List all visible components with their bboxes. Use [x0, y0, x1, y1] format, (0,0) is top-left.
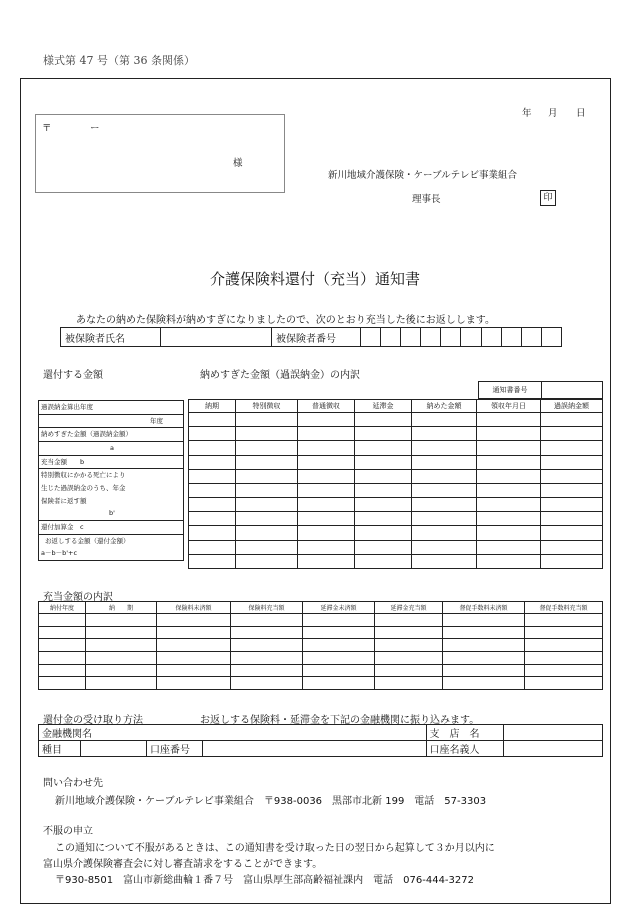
bank-label: 金融機関名: [39, 725, 203, 741]
notice-number-label: 通知書番号: [479, 382, 542, 399]
allocation-header: 延滞金未済額: [303, 602, 375, 614]
refund-section-title: 還付する金額: [43, 370, 103, 381]
account-holder-label: 口座名義人: [426, 741, 503, 757]
table-row: [39, 614, 603, 627]
allocation-section-title: 充当金額の内訳: [43, 592, 113, 603]
table-row: [189, 469, 603, 483]
number-digit[interactable]: [401, 328, 421, 347]
allocation-header: 督促手数料充当額: [525, 602, 603, 614]
refund-row-label: 還付加算金 c: [41, 523, 84, 532]
table-row: [39, 651, 603, 664]
overpay-header: 領収年月日: [477, 400, 541, 413]
table-row: [39, 639, 603, 652]
honorific: 様: [233, 158, 243, 169]
allocation-header: 納付年度: [39, 602, 86, 614]
insured-name-label: 被保険者氏名: [61, 328, 161, 347]
allocation-header: 延滞金充当額: [375, 602, 443, 614]
table-row: [39, 626, 603, 639]
table-row: [189, 483, 603, 497]
table-row: [39, 664, 603, 677]
number-digit[interactable]: [541, 328, 561, 347]
allocation-table: [38, 601, 603, 690]
refund-row-label: 特別徴収にかかる死亡により: [41, 471, 126, 480]
overpay-header: 普通徴収: [298, 400, 355, 413]
refund-row-label: 充当金額 b: [41, 457, 85, 466]
insured-name-field[interactable]: [161, 328, 272, 347]
refund-row-sub: a: [110, 443, 114, 452]
overpay-header: 過誤納金額: [541, 400, 603, 413]
table-row: [189, 427, 603, 441]
number-digit[interactable]: [361, 328, 381, 347]
branch-field[interactable]: [503, 725, 603, 741]
insured-table: [60, 327, 562, 347]
bank-field[interactable]: [203, 725, 427, 741]
overpay-header: 延滞金: [355, 400, 412, 413]
document-title: 介護保険料還付（充当）通知書: [209, 270, 420, 288]
table-row: [189, 526, 603, 540]
table-row: [189, 554, 603, 568]
receipt-note: お返しする保険料・延滞金を下記の金融機関に振り込みます。: [200, 715, 480, 726]
allocation-header: 保険料未済額: [157, 602, 231, 614]
number-digit[interactable]: [421, 328, 441, 347]
overpay-section-title: 納めすぎた金額（過誤納金）の内訳: [200, 370, 360, 381]
intro-text: あなたの納めた保険料が納めすぎになりましたので、次のとおり充当した後にお返しします。: [76, 315, 495, 326]
refund-table: [38, 400, 184, 561]
allocation-header: 納 期: [86, 602, 157, 614]
issuer-org: 新川地域介護保険・ケーブルテレビ事業組合: [328, 170, 517, 181]
objection-line2: 富山県介護保険審査会に対し審査請求をすることができます。: [43, 859, 323, 870]
inquiry-title: 問い合わせ先: [43, 778, 103, 789]
overpay-header: 特別徴収: [236, 400, 298, 413]
refund-row-label: お返しする金額（還付金額）: [45, 536, 130, 545]
notice-number-field[interactable]: [542, 382, 603, 399]
overpay-header: 納めた金額: [412, 400, 477, 413]
insured-number-label: 被保険者番号: [272, 328, 361, 347]
account-number-label: 口座番号: [147, 741, 203, 757]
table-row: [189, 540, 603, 554]
postal-dash: ー: [90, 123, 100, 134]
refund-row-sub: 年度: [150, 416, 163, 425]
branch-label: 支 店 名: [426, 725, 503, 741]
allocation-header: 督促手数料未済額: [443, 602, 525, 614]
refund-row-sub: b': [109, 509, 115, 518]
table-row: [189, 498, 603, 512]
allocation-header: 保険料充当額: [231, 602, 303, 614]
inquiry-text: 新川地域介護保険・ケーブルテレビ事業組合 〒938-0036 黒部市北新 199 電話 57-3303: [55, 796, 487, 807]
date-month: 月: [548, 108, 558, 119]
table-row: [39, 677, 603, 690]
account-holder-field[interactable]: [503, 741, 603, 757]
overpay-table: [188, 399, 603, 569]
refund-row-label: 生じた過誤納金のうち、年金: [41, 483, 126, 492]
date-day: 日: [576, 108, 586, 119]
receipt-title: 還付金の受け取り方法: [43, 715, 143, 726]
table-row: [189, 455, 603, 469]
table-row: [189, 441, 603, 455]
issuer-title: 理事長: [412, 194, 441, 205]
type-field[interactable]: [81, 741, 147, 757]
account-number-field[interactable]: [203, 741, 427, 757]
objection-line1: この通知について不服があるときは、この通知書を受け取った日の翌日から起算して３か月以内に: [55, 843, 495, 854]
table-row: [189, 413, 603, 427]
seal-mark: 印: [540, 190, 556, 206]
notice-number-table: [478, 381, 603, 399]
refund-row-label: 保険者に返す額: [41, 496, 87, 505]
refund-row-label: 過誤納金算出年度: [41, 402, 93, 411]
refund-row-label: a－b－b'+c: [41, 549, 78, 558]
number-digit[interactable]: [441, 328, 461, 347]
table-row: [189, 512, 603, 526]
bank-table: [38, 724, 603, 757]
date-year: 年: [522, 108, 532, 119]
number-digit[interactable]: [521, 328, 541, 347]
address-box: [35, 114, 285, 193]
number-digit[interactable]: [501, 328, 521, 347]
number-digit[interactable]: [481, 328, 501, 347]
number-digit[interactable]: [461, 328, 481, 347]
objection-title: 不服の申立: [43, 826, 93, 837]
objection-line3: 〒930-8501 富山市新総曲輪１番７号 富山県厚生部高齢福祉課内 電話 076-444-3272: [55, 875, 474, 886]
type-label: 種目: [39, 741, 81, 757]
refund-row-label: 納めすぎた金額（過誤納金額）: [41, 430, 132, 439]
postal-mark: 〒: [42, 123, 52, 134]
form-number: 様式第 47 号（第 36 条関係）: [43, 54, 195, 67]
overpay-header: 納期: [189, 400, 236, 413]
number-digit[interactable]: [381, 328, 401, 347]
